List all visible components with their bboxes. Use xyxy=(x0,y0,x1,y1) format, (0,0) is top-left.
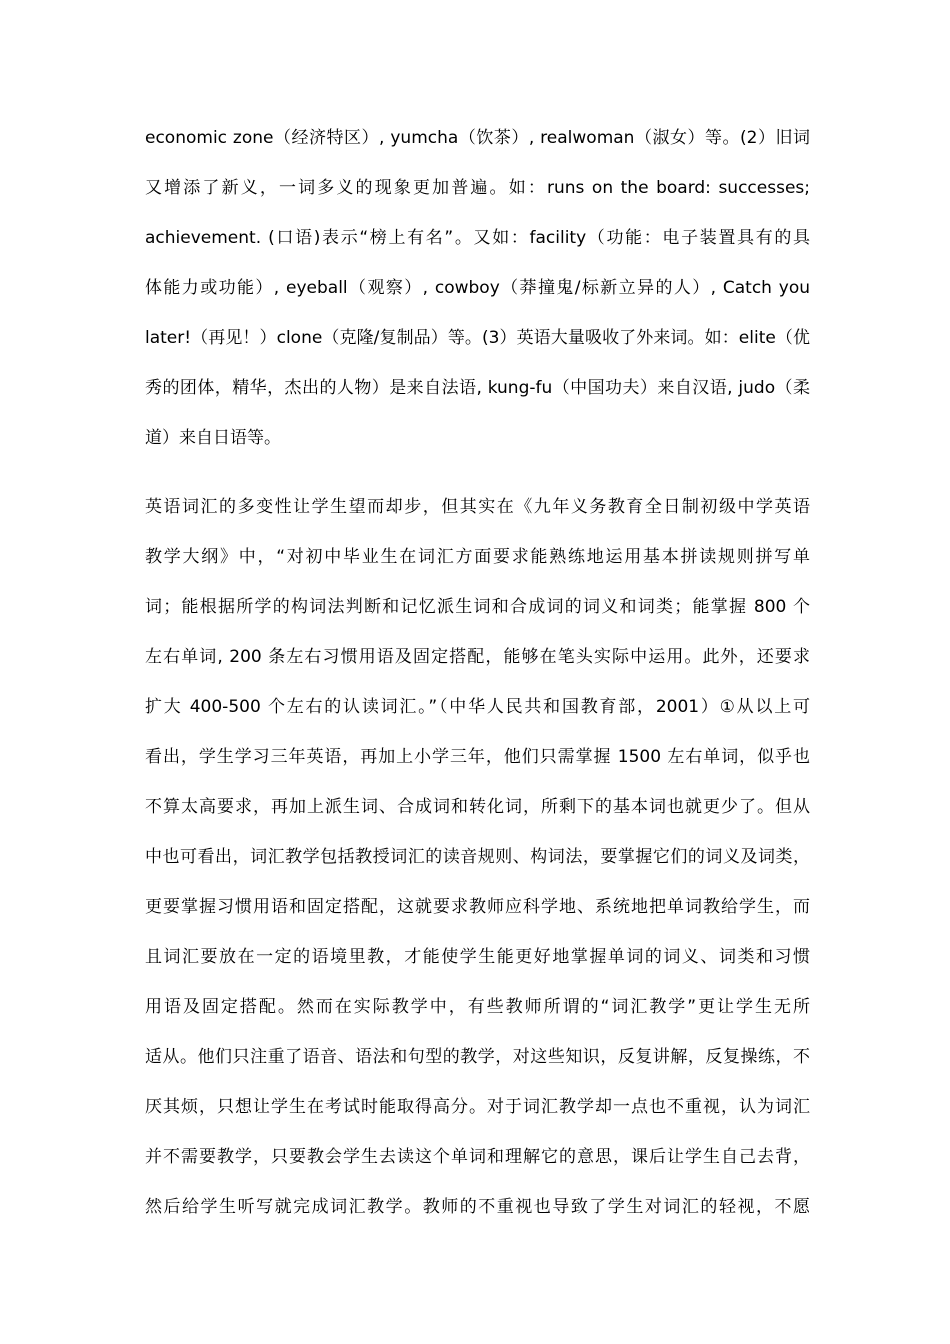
text-line: 并不需要教学，只要教会学生去读这个单词和理解它的意思，课后让学生自己去背， xyxy=(145,1147,810,1167)
text-line: 扩大 400-500 个左右的认读词汇。”（中华人民共和国教育部，2001）①从以上可 xyxy=(145,697,810,717)
text-line: 教学大纲》中，“对初中毕业生在词汇方面要求能熟练地运用基本拼读规则拼写单 xyxy=(145,547,810,567)
text-line: 道）来自日语等。 xyxy=(145,428,281,448)
text-line: 中也可看出，词汇教学包括教授词汇的读音规则、构词法，要掌握它们的词义及词类， xyxy=(145,847,810,867)
text-line: 更要掌握习惯用语和固定搭配，这就要求教师应科学地、系统地把单词教给学生，而 xyxy=(145,897,810,917)
text-line: 英语词汇的多变性让学生望而却步，但其实在《九年义务教育全日制初级中学英语 xyxy=(145,497,810,517)
text-line: 用语及固定搭配。然而在实际教学中，有些教师所谓的“词汇教学”更让学生无所 xyxy=(145,997,810,1017)
text-line: 体能力或功能）, eyeball（观察）, cowboy（莽撞鬼/标新立异的人）, Catch you xyxy=(145,278,810,298)
text-line: 看出，学生学习三年英语，再加上小学三年，他们只需掌握 1500 左右单词，似乎也 xyxy=(145,747,810,767)
text-line: achievement. (口语)表示“榜上有名”。又如：facility（功能：电子装置具有的具 xyxy=(145,228,810,248)
text-line: later!（再见！）clone（克隆/复制品）等。(3）英语大量吸收了外来词。如：elite（优 xyxy=(145,328,810,348)
text-line: 词；能根据所学的构词法判断和记忆派生词和合成词的词义和词类；能掌握 800 个 xyxy=(145,597,810,617)
text-line: 适从。他们只注重了语音、语法和句型的教学，对这些知识，反复讲解，反复操练，不 xyxy=(145,1047,810,1067)
text-line: 秀的团体，精华，杰出的人物）是来自法语, kung-fu（中国功夫）来自汉语, judo（柔 xyxy=(145,378,810,398)
text-line: 左右单词, 200 条左右习惯用语及固定搭配，能够在笔头实际中运用。此外，还要求 xyxy=(145,647,810,667)
text-line: 不算太高要求，再加上派生词、合成词和转化词，所剩下的基本词也就更少了。但从 xyxy=(145,797,810,817)
text-line: economic zone（经济特区）, yumcha（饮茶）, realwoman（淑女）等。(2）旧词 xyxy=(145,128,810,148)
text-line: 厌其烦，只想让学生在考试时能取得高分。对于词汇教学却一点也不重视，认为词汇 xyxy=(145,1097,810,1117)
text-line: 然后给学生听写就完成词汇教学。教师的不重视也导致了学生对词汇的轻视，不愿 xyxy=(145,1197,810,1217)
text-line: 又增添了新义，一词多义的现象更加普遍。如：runs on the board: successes; xyxy=(145,178,810,198)
text-line: 且词汇要放在一定的语境里教，才能使学生能更好地掌握单词的词义、词类和习惯 xyxy=(145,947,810,967)
